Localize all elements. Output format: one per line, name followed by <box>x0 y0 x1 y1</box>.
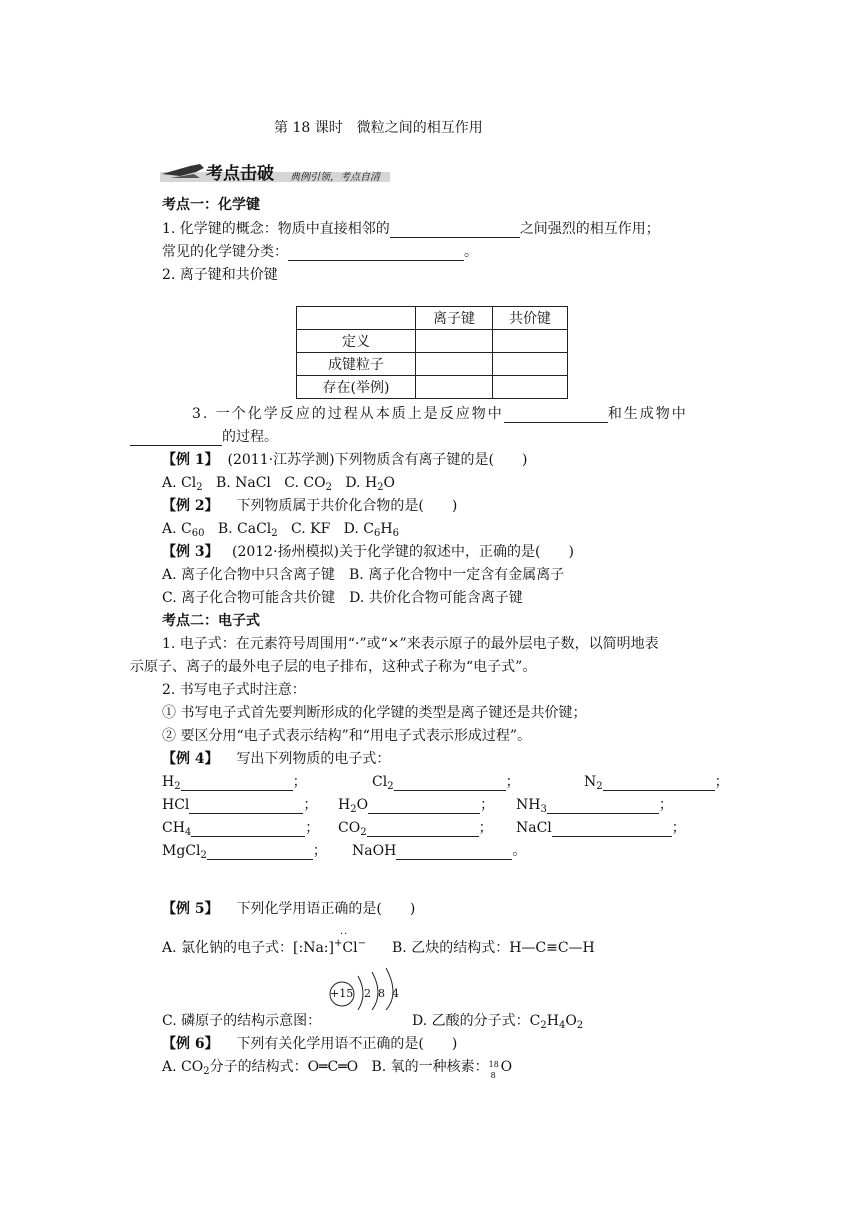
formula-n2 <box>584 773 729 791</box>
fill-blank[interactable] <box>504 408 608 423</box>
classification-line <box>162 243 478 261</box>
fill-blank[interactable] <box>396 845 512 860</box>
example-tag: 【例 2】 <box>162 498 219 514</box>
subscript: 2 <box>377 482 384 493</box>
formula-text: Cl <box>372 774 388 790</box>
bond-comparison-table <box>296 306 568 399</box>
separator: ； <box>714 774 729 790</box>
formula-nacl <box>516 819 686 837</box>
concept-line <box>162 220 660 238</box>
formula-text: NaOH <box>352 843 397 859</box>
separator: ； <box>658 797 673 813</box>
example-stem: 下列物质属于共价化合物的是( ) <box>236 498 458 514</box>
subscript: 60 <box>191 528 205 539</box>
section1-heading: 考点一：化学键 <box>162 197 260 213</box>
separator: ； <box>671 820 686 836</box>
formula-text: H <box>338 797 351 813</box>
formula-text: CO <box>338 820 361 836</box>
subscript: 2 <box>576 1020 584 1031</box>
table-row-label: 成键粒子 <box>297 353 416 376</box>
subscript: 2 <box>200 850 207 861</box>
formula-text: O <box>356 797 369 813</box>
table-cell[interactable] <box>493 376 568 399</box>
formula-cl2 <box>372 773 520 791</box>
separator: ； <box>505 774 520 790</box>
table-cell[interactable] <box>493 353 568 376</box>
fill-blank[interactable] <box>603 776 715 791</box>
example-5-option-d <box>412 1012 583 1030</box>
formula-text: N <box>584 774 597 790</box>
table-row-label: 定义 <box>297 330 416 353</box>
separator: ； <box>478 820 493 836</box>
example-3 <box>162 543 574 561</box>
formula-text: O <box>500 1059 513 1075</box>
table-cell <box>297 307 416 330</box>
concept-text-b: 之间强烈的相互作用； <box>519 221 660 237</box>
superscript: − <box>357 938 366 949</box>
atomic-number: 8 <box>490 1071 496 1080</box>
table-row <box>297 307 568 330</box>
subscript: 2 <box>325 482 332 493</box>
subscript: 6 <box>374 528 381 539</box>
example-tag: 【例 4】 <box>162 751 219 767</box>
separator: ； <box>303 797 318 813</box>
reaction-text-c: 的过程。 <box>222 429 278 445</box>
formula-hcl <box>162 796 317 814</box>
subscript: 2 <box>360 827 367 838</box>
fill-blank[interactable] <box>181 776 293 791</box>
example-5 <box>162 900 415 918</box>
option-text: H <box>380 521 393 537</box>
subscript: 2 <box>174 781 181 792</box>
reaction-line-2 <box>130 428 278 446</box>
mass-number: 18 <box>488 1060 499 1069</box>
table-row <box>297 330 568 353</box>
reaction-line <box>192 405 688 423</box>
subscript: 6 <box>392 528 399 539</box>
formula-text: MgCl <box>162 843 201 859</box>
fill-blank[interactable] <box>189 799 303 814</box>
section2-paragraph-1a: 1. 电子式：在元素符号周围用“·”或“×”来表示原子的最外层电子数，以简明地表 <box>162 636 659 652</box>
example-5-option-a <box>162 939 366 957</box>
option-text: B. 氧的一种核素： <box>371 1059 489 1075</box>
fill-blank[interactable] <box>191 822 305 837</box>
option-text: O <box>383 475 396 491</box>
formula-h2o <box>338 796 494 814</box>
fill-blank[interactable] <box>288 246 464 261</box>
reaction-text-b: 和生成物中 <box>607 406 688 422</box>
formula-text: CH <box>162 820 185 836</box>
shell-count: 2 <box>364 987 371 1000</box>
example-stem: 下列化学用语正确的是( ) <box>236 901 416 917</box>
option-text: A. CO <box>162 1059 204 1075</box>
example-6 <box>162 1035 457 1053</box>
fill-blank[interactable] <box>368 799 480 814</box>
formula-text: NH <box>516 797 541 813</box>
example-1-options <box>162 474 395 492</box>
formula-text: NaCl <box>516 820 552 836</box>
example-1 <box>162 451 527 469</box>
subscript: 2 <box>203 1066 210 1077</box>
formula-text: H <box>162 774 175 790</box>
formula-nh3 <box>516 796 673 814</box>
fill-blank[interactable] <box>207 845 313 860</box>
subscript: 3 <box>540 804 547 815</box>
shell-count: 8 <box>378 987 385 1000</box>
formula-text: HCl <box>162 797 190 813</box>
example-stem: 下列有关化学用语不正确的是( ) <box>236 1036 458 1052</box>
page-title: 第 18 课时 微粒之间的相互作用 <box>274 120 483 136</box>
subscript: 2 <box>350 804 357 815</box>
option-text: D. H <box>345 475 378 491</box>
fill-blank[interactable] <box>390 223 520 238</box>
table-row <box>297 376 568 399</box>
formula-ch4 <box>162 819 319 837</box>
formula-mgcl2 <box>162 842 327 860</box>
table-cell[interactable] <box>416 376 493 399</box>
separator: ； <box>312 843 327 859</box>
table-header-ionic: 离子键 <box>416 307 493 330</box>
option-text: C. KF <box>291 521 331 537</box>
option-text: A. Cl <box>162 475 197 491</box>
option-text: D. 乙酸的分子式：C <box>412 1013 541 1029</box>
example-tag: 【例 3】 <box>162 544 219 560</box>
example-2 <box>162 497 457 515</box>
formula-text: O <box>565 1013 577 1029</box>
fill-blank[interactable] <box>394 776 506 791</box>
banner-title: 考点击破 <box>206 164 274 184</box>
subscript: 4 <box>558 1020 566 1031</box>
table-cell[interactable] <box>493 330 568 353</box>
formula-text: Cl <box>342 940 358 956</box>
classification-text: 常见的化学键分类： <box>162 244 288 260</box>
option-text: B. CaCl <box>217 521 272 537</box>
example-4 <box>162 750 390 768</box>
nuclide-notation <box>488 1058 501 1080</box>
section2-paragraph-1b: 示原子、离子的最外电子层的电子排布，这种式子称为“电子式”。 <box>130 659 537 675</box>
concept-text-a: 1. 化学键的概念：物质中直接相邻的 <box>162 221 390 237</box>
example-2-options <box>162 520 399 538</box>
formula-h2 <box>162 773 307 791</box>
example-stem: (2011·江苏学测)下列物质含有离子键的是( ) <box>227 452 528 468</box>
table-cell[interactable] <box>416 330 493 353</box>
example-tag: 【例 1】 <box>162 452 219 468</box>
banner-subtitle: 典例引领，考点自清 <box>290 172 380 183</box>
section2-paragraph-4: ② 要区分用“电子式表示结构”和“用电子式表示形成过程”。 <box>162 728 532 744</box>
example-stem: 写出下列物质的电子式： <box>236 751 391 767</box>
separator: ； <box>480 797 495 813</box>
formula-co2 <box>338 819 493 837</box>
nucleus-label: +15 <box>330 987 354 1000</box>
example-3-options-ab: A. 离子化合物中只含离子键 B. 离子化合物中一定含有金属离子 <box>162 567 565 583</box>
classification-end: 。 <box>464 244 478 260</box>
option-text: 分子的结构式：O═C═O <box>209 1059 359 1075</box>
section-banner <box>160 158 390 186</box>
table-cell[interactable] <box>416 353 493 376</box>
fill-blank[interactable] <box>547 799 659 814</box>
formula-naoh <box>352 842 526 860</box>
option-text: B. NaCl <box>215 475 271 491</box>
subscript: 2 <box>387 781 394 792</box>
example-tag: 【例 6】 <box>162 1036 219 1052</box>
separator: ； <box>305 820 320 836</box>
superscript: + <box>333 938 343 949</box>
phosphorus-atom-diagram <box>328 966 408 1010</box>
formula-text: H <box>546 1013 559 1029</box>
option-text: A. 氯化钠的电子式： <box>162 940 294 956</box>
electron-formula: [:Na:] <box>293 940 334 956</box>
section2-paragraph-3: ① 书写电子式首先要判断形成的化学键的类型是离子键还是共价键； <box>162 705 587 721</box>
subscript: 4 <box>184 827 192 838</box>
subscript: 2 <box>271 528 278 539</box>
section2-heading: 考点二：电子式 <box>162 613 260 629</box>
example-5-option-b: B. 乙炔的结构式：H—C≡C—H <box>392 940 595 956</box>
option-text: A. C <box>162 521 192 537</box>
option-text: D. C <box>343 521 374 537</box>
section2-paragraph-2: 2. 书写电子式时注意： <box>162 682 306 698</box>
electron-dots: ·· <box>340 929 349 940</box>
subscript: 2 <box>196 482 203 493</box>
separator: ； <box>292 774 307 790</box>
shell-count: 4 <box>392 987 399 1000</box>
table-header-covalent: 共价键 <box>493 307 568 330</box>
subscript: 2 <box>596 781 603 792</box>
fill-blank[interactable] <box>552 822 672 837</box>
example-5-option-c: C. 磷原子的结构示意图： <box>162 1013 322 1029</box>
table-row-label: 存在(举例) <box>297 376 416 399</box>
example-3-options-cd: C. 离子化合物可能含共价键 D. 共价化合物可能含离子键 <box>162 590 523 606</box>
table-row <box>297 353 568 376</box>
fill-blank[interactable] <box>367 822 479 837</box>
example-tag: 【例 5】 <box>162 901 219 917</box>
reaction-text-a: 3. 一个化学反应的过程从本质上是反应物中 <box>192 406 504 422</box>
option-text: C. CO <box>284 475 326 491</box>
separator: 。 <box>512 843 527 859</box>
ionic-covalent-heading: 2. 离子键和共价键 <box>162 267 278 283</box>
example-stem: (2012·扬州模拟)关于化学键的叙述中，正确的是( ) <box>231 544 574 560</box>
subscript: 2 <box>540 1020 547 1031</box>
example-6-options <box>162 1058 513 1080</box>
fill-blank[interactable] <box>130 431 222 446</box>
